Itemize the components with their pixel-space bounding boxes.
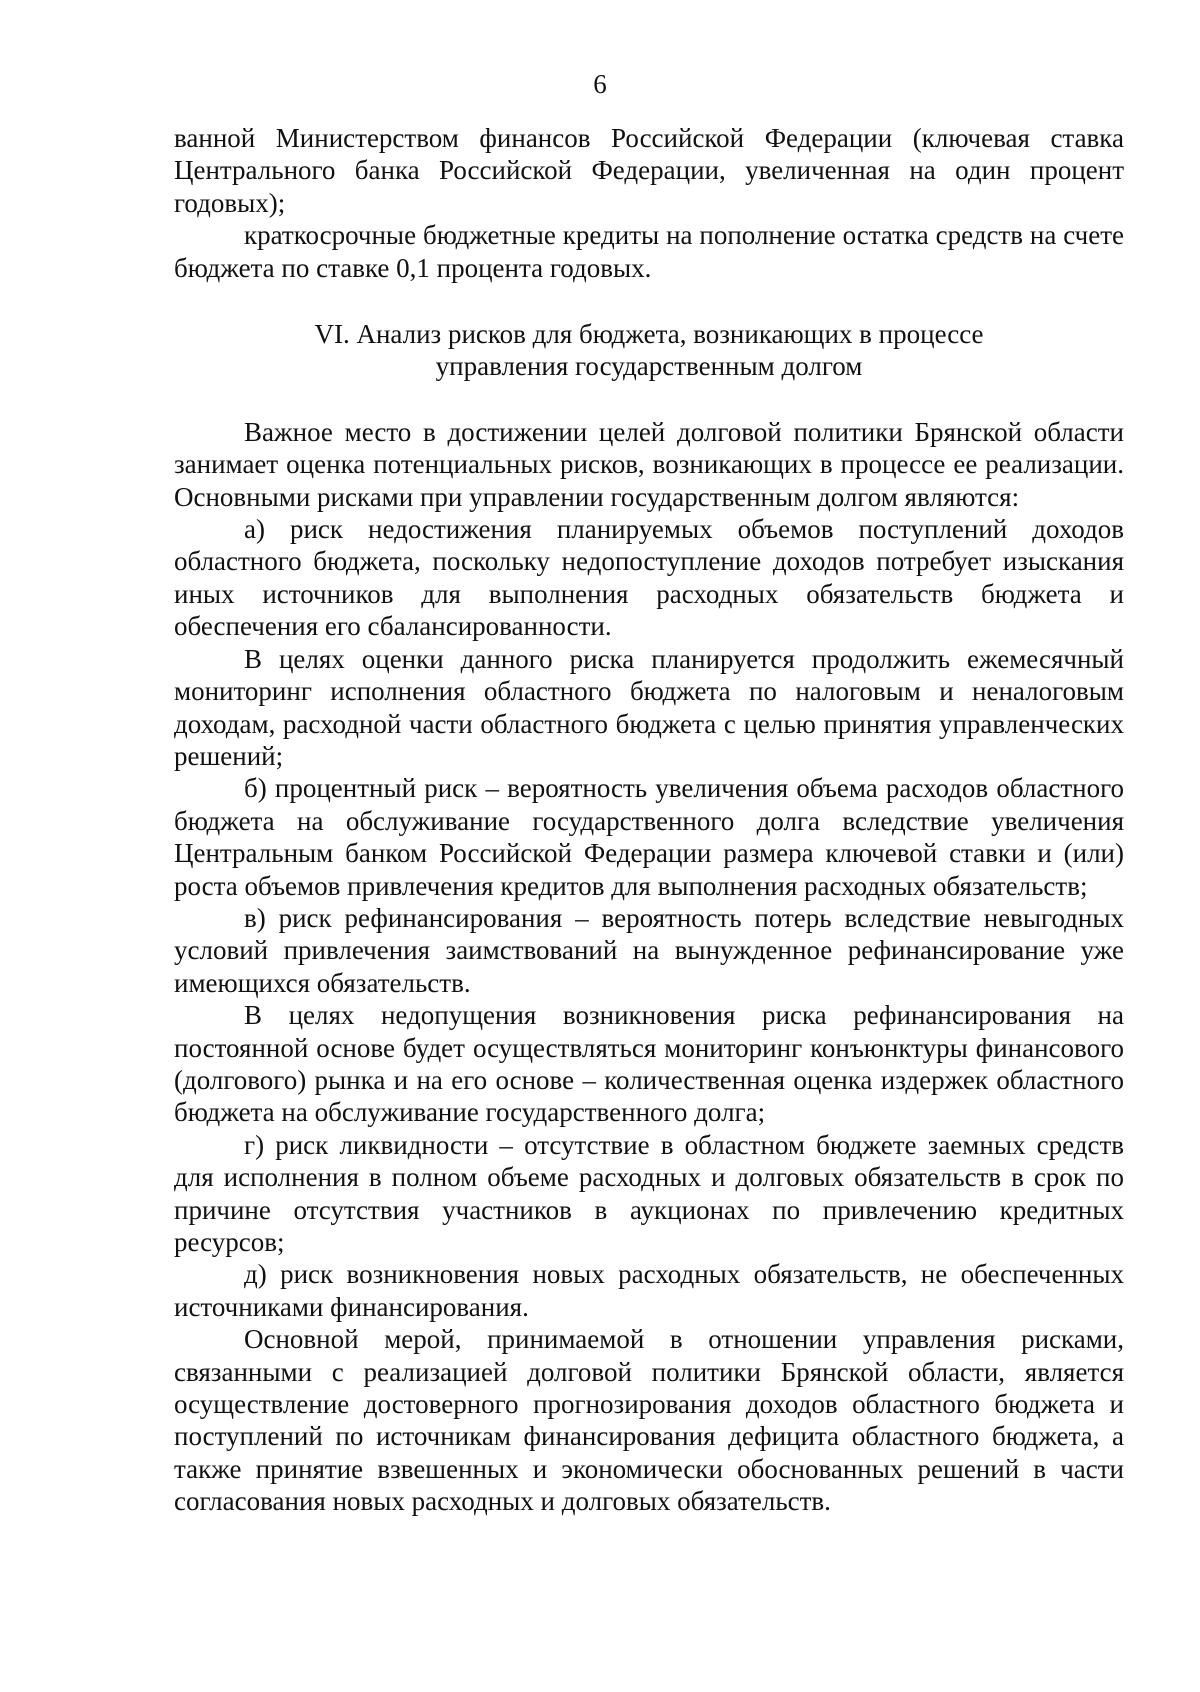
page-number: 6: [593, 69, 607, 99]
paragraph-short-term-credits: краткосрочные бюджетные кредиты на пополнение остатка средств на счете бюджета по ставке 0,1 процента годовых.: [174, 220, 1124, 283]
paragraph-risk-a-assessment: В целях оценки данного риска планируется продолжить ежемесячный мониторинг исполнения областного бюджета по налоговым и неналоговым доходам, расходной части областного бюджета с целью принятия управленческих решений;: [174, 643, 1124, 771]
paragraph-risk-e: д) риск возникновения новых расходных обязательств, не обеспеченных источниками финансирования.: [174, 1259, 1124, 1322]
paragraph-continuation: ванной Министерством финансов Российской Федерации (ключевая ставка Центрального банка Российской Федерации, увеличенная на один процент годовых);: [174, 123, 1124, 218]
paragraph-risk-b: б) процентный риск – вероятность увеличения объема расходов областного бюджета на обслуживание государственного долга вследствие увеличения Центральным банком Российской Федерации размера ключевой ставки и (или) роста объемов привлечения кредитов для выполнения расходных обязательств;: [174, 773, 1124, 901]
section-heading-line-1: VI. Анализ рисков для бюджета, возникающих в процессе: [314, 319, 984, 350]
paragraph-main-measure: Основной мерой, принимаемой в отношении управления рисками, связанными с реализацией долговой политики Брянской области, является осуществление достоверного прогнозирования доходов областного бюджета и поступлений по источникам финансирования дефицита областного бюджета, а также принятие взвешенных и экономически обоснованных решений в части согласования новых расходных и долговых обязательств.: [174, 1324, 1124, 1517]
section-heading-line-2: управления государственным долгом: [435, 351, 863, 382]
paragraph-risk-c-prevention: В целях недопущения возникновения риска рефинансирования на постоянной основе будет осуществляться мониторинг конъюнктуры финансового (долгового) рынка и на его основе – количественная оценка издержек областного бюджета на обслуживание государственного долга;: [174, 1000, 1124, 1128]
paragraph-risk-c: в) риск рефинансирования – вероятность потерь вследствие невыгодных условий привлечения заимствований на вынужденное рефинансирование уже имеющихся обязательств.: [174, 902, 1124, 998]
paragraph-intro: Важное место в достижении целей долговой политики Брянской области занимает оценка потенциальных рисков, возникающих в процессе ее реализации. Основными рисками при управлении государственным долгом являются:: [174, 416, 1124, 512]
paragraph-risk-d: г) риск ликвидности – отсутствие в областном бюджете заемных средств для исполнения в полном объеме расходных и долговых обязательств в срок по причине отсутствия участников в аукционах по привлечению кредитных ресурсов;: [174, 1129, 1124, 1257]
document-body: [174, 122, 1124, 1518]
paragraph-risk-a: а) риск недостижения планируемых объемов поступлений доходов областного бюджета, поскольку недопоступление доходов потребует изыскания иных источников для выполнения расходных обязательств бюджета и обеспечения его сбалансированности.: [174, 514, 1124, 642]
section-heading: [174, 318, 1124, 383]
